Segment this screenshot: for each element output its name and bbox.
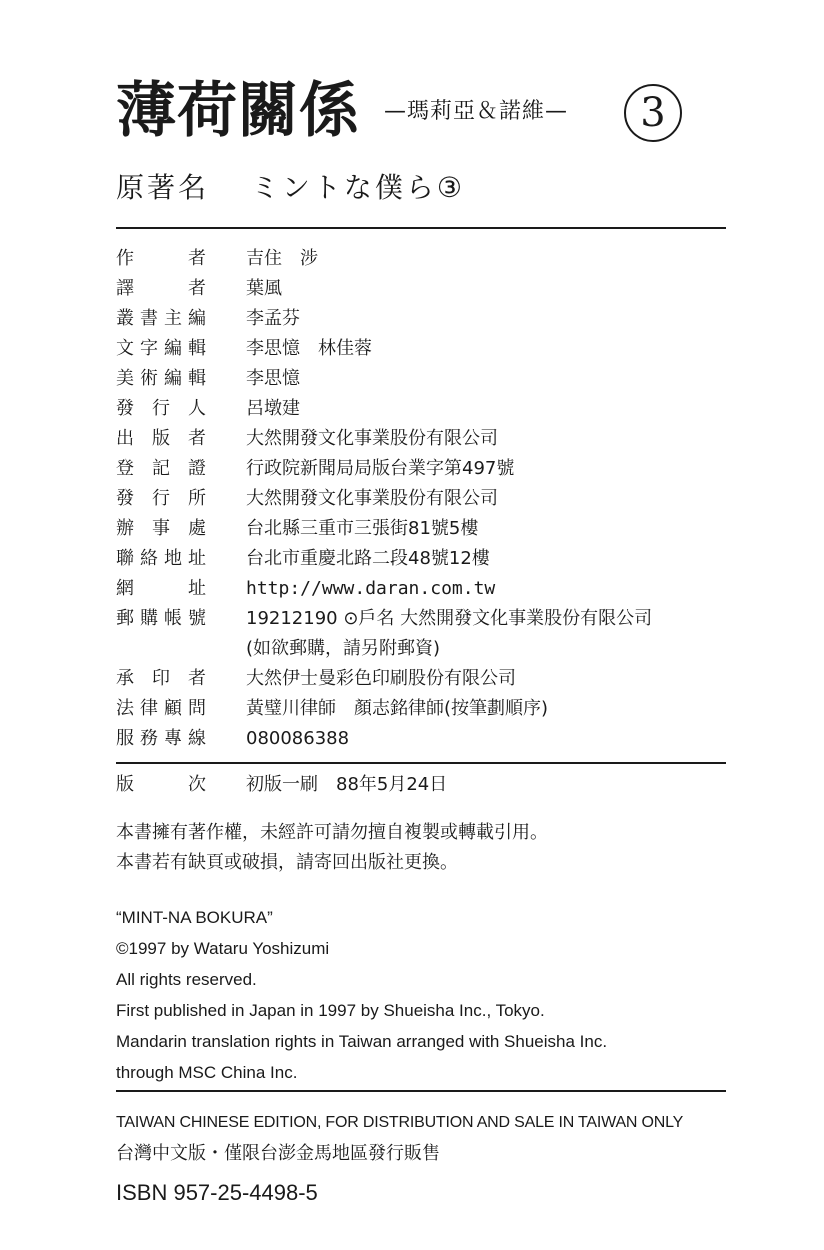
- credit-label: 美術編輯: [116, 368, 206, 389]
- credit-row-publisher-person: [116, 394, 736, 424]
- credit-label: 叢書主編: [116, 308, 206, 329]
- mail-order-note: (如欲郵購，請另附郵資): [246, 638, 441, 659]
- credit-value: 李思憶: [246, 368, 300, 389]
- credit-row-art-editor: [116, 364, 736, 394]
- credit-label: 登記證: [116, 458, 206, 479]
- credit-row-office: [116, 514, 736, 544]
- english-line: First published in Japan in 1997 by Shueisha Inc., Tokyo.: [116, 1001, 545, 1020]
- credit-label: 作 者: [116, 248, 206, 269]
- credit-value: 李孟芬: [246, 308, 300, 329]
- english-line: “MINT-NA BOKURA”: [116, 908, 273, 927]
- credit-value: 大然開發文化事業股份有限公司: [246, 428, 498, 449]
- credit-row-author: [116, 244, 736, 274]
- volume-number: 3: [624, 84, 682, 142]
- credit-label: 出版者: [116, 428, 206, 449]
- isbn: ISBN 957-25-4498-5: [116, 1180, 318, 1205]
- divider-top: [116, 227, 726, 229]
- notice-line: 本書若有缺頁或破損，請寄回出版社更換。: [116, 852, 458, 873]
- copyright-notice: [116, 818, 736, 878]
- credit-value: [246, 604, 736, 664]
- credit-row-legal: [116, 694, 736, 724]
- credit-row-text-editor: [116, 334, 736, 364]
- credit-row-website: [116, 574, 736, 604]
- credit-row-publisher: [116, 424, 736, 454]
- credit-value: 台北縣三重市三張街81號5樓: [246, 518, 479, 539]
- credit-label: 發行人: [116, 398, 206, 419]
- credit-row-series-editor: [116, 304, 736, 334]
- credit-value: 葉風: [246, 278, 282, 299]
- credit-value: 呂墩建: [246, 398, 300, 419]
- english-copyright: [116, 902, 736, 1088]
- website-link[interactable]: http://www.daran.com.tw: [246, 578, 496, 599]
- mail-order-account: 19212190 ⊙戶名 大然開發文化事業股份有限公司: [246, 608, 653, 629]
- book-subtitle: —瑪莉亞＆諾維—: [384, 99, 569, 124]
- credit-value: 大然開發文化事業股份有限公司: [246, 488, 498, 509]
- divider-middle: [116, 762, 726, 764]
- credit-row-service-line: [116, 724, 736, 754]
- credit-value: 吉住 涉: [246, 248, 318, 269]
- book-title: 薄荷關係: [116, 76, 360, 146]
- footer-block: [116, 1108, 736, 1212]
- credit-label: 辦事處: [116, 518, 206, 539]
- credit-value: 台北市重慶北路二段48號12樓: [246, 548, 490, 569]
- credit-value: 李思憶 林佳蓉: [246, 338, 372, 359]
- credit-label: 網 址: [116, 578, 206, 599]
- distribution-notice-en: TAIWAN CHINESE EDITION, FOR DISTRIBUTION AND SALE IN TAIWAN ONLY: [116, 1114, 684, 1131]
- credit-row-translator: [116, 274, 736, 304]
- credit-label: 發行所: [116, 488, 206, 509]
- credits-list: [116, 244, 736, 754]
- original-title: [116, 168, 716, 208]
- credit-value: 大然伊士曼彩色印刷股份有限公司: [246, 668, 516, 689]
- credit-label: 文字編輯: [116, 338, 206, 359]
- credit-label: 法律顧問: [116, 698, 206, 719]
- edition-label: 版 次: [116, 774, 206, 795]
- credit-row-printer: [116, 664, 736, 694]
- divider-bottom: [116, 1090, 726, 1092]
- english-line: ©1997 by Wataru Yoshizumi: [116, 939, 330, 958]
- title-block: [116, 76, 716, 146]
- distribution-notice-zh: 台灣中文版・僅限台澎金馬地區發行販售: [116, 1143, 440, 1164]
- credit-value: 080086388: [246, 728, 350, 749]
- english-line: through MSC China Inc.: [116, 1063, 298, 1082]
- credit-value: 行政院新聞局局版台業字第497號: [246, 458, 515, 479]
- credit-label: 承印者: [116, 668, 206, 689]
- credit-row-registration: [116, 454, 736, 484]
- credit-label: 郵購帳號: [116, 608, 206, 629]
- original-title-value: ミントな僕ら③: [250, 171, 466, 204]
- edition-row: [116, 770, 736, 800]
- notice-line: 本書擁有著作權，未經許可請勿擅自複製或轉載引用。: [116, 822, 548, 843]
- credit-value: 黃璧川律師 顏志銘律師(按筆劃順序): [246, 698, 549, 719]
- credit-row-mail-order: [116, 604, 736, 664]
- credit-row-distributor: [116, 484, 736, 514]
- credit-label: 聯絡地址: [116, 548, 206, 569]
- english-line: Mandarin translation rights in Taiwan arranged with Shueisha Inc.: [116, 1032, 608, 1051]
- credit-label: 服務專線: [116, 728, 206, 749]
- english-line: All rights reserved.: [116, 970, 257, 989]
- credit-label: 譯 者: [116, 278, 206, 299]
- credit-row-contact-address: [116, 544, 736, 574]
- original-title-label: 原著名: [116, 171, 210, 204]
- edition-value: 初版一刷 88年5月24日: [246, 774, 448, 795]
